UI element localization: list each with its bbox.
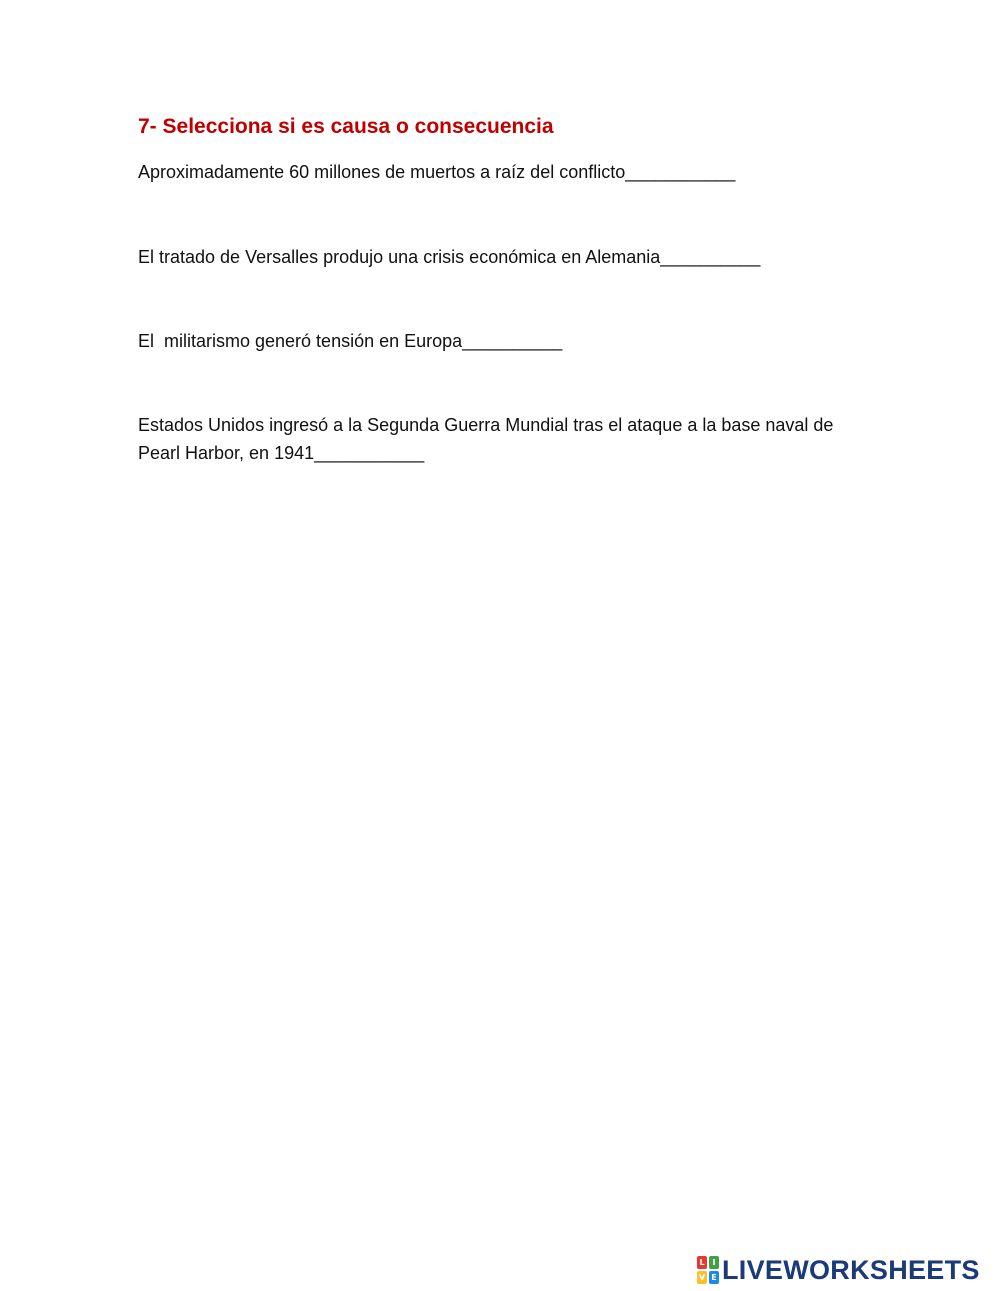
question-text: El tratado de Versalles produjo una crisis económica en Alemania__________ <box>138 247 761 267</box>
logo-text: LIVEWORKSHEETS <box>722 1254 980 1285</box>
worksheet-title: 7- Selecciona si es causa o consecuencia <box>138 115 554 138</box>
logo-blocks-icon <box>697 1256 719 1284</box>
question-text: Aproximadamente 60 millones de muertos a raíz del conflicto___________ <box>138 162 736 182</box>
question-text: Estados Unidos ingresó a la Segunda Guerra Mundial tras el ataque a la base naval de Pearl Harbor, en 1941___________ <box>138 415 834 463</box>
logo-block: V <box>698 1273 706 1282</box>
logo-block: E <box>709 1271 719 1284</box>
question-item <box>138 243 878 271</box>
question-text: El militarismo generó tensión en Europa__________ <box>138 331 563 351</box>
logo-block: I <box>709 1256 719 1269</box>
question-item <box>138 327 878 355</box>
question-item <box>138 158 878 186</box>
liveworksheets-logo <box>697 1255 980 1285</box>
logo-block: L <box>697 1256 707 1269</box>
question-item <box>138 411 878 467</box>
